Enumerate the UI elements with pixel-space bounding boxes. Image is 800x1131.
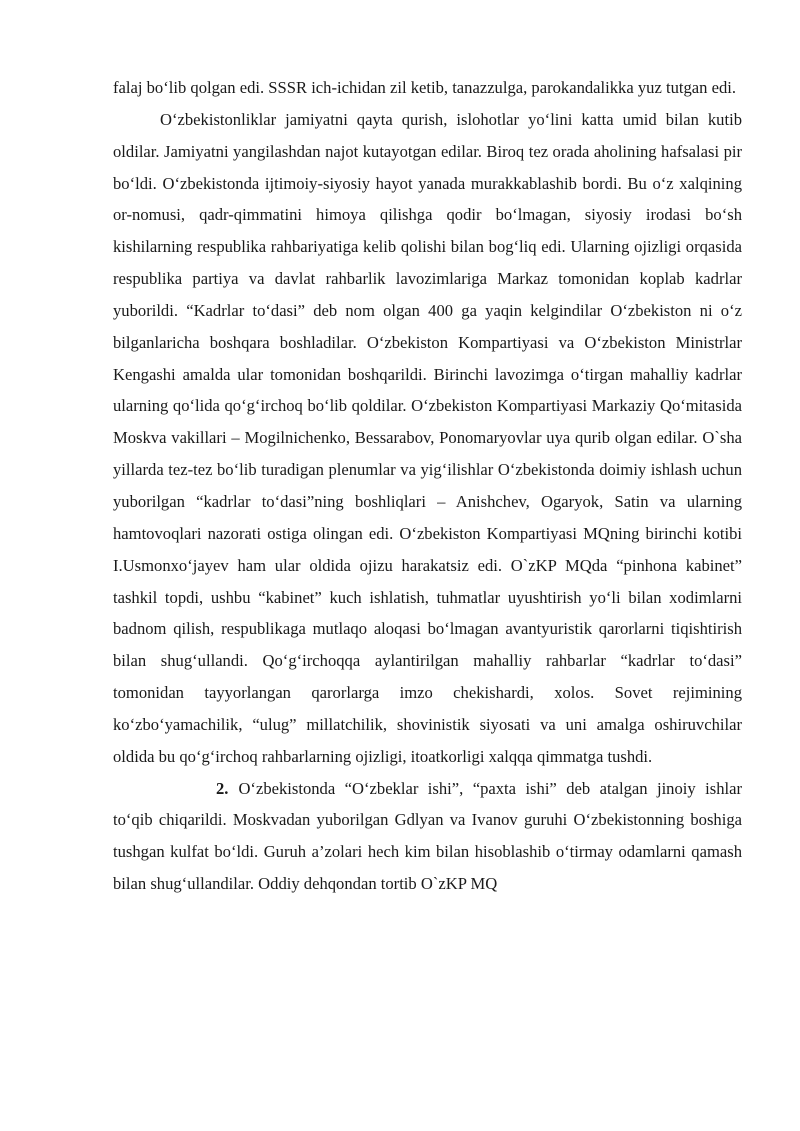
paragraph-text: falaj bo‘lib qolgan edi. SSSR ich-ichidan zil ketib, tanazzulga, parokandalikka yuz tutgan edi.	[113, 78, 737, 97]
paragraph-text: O‘zbekistonliklar jamiyatni qayta qurish, islohotlar yo‘lini katta umid bilan kutib oldilar. Jamiyatni yangilashdan najot kutayotgan edilar. Biroq tez orada aholining hafsalasi pir bo‘ldi. O‘zbekistonda ijtimoiy-siyosiy hayot yanada murakkablashib bordi. Bu o‘z xalqining or-nomusi, qadr-qimmatini himoya qilishga qodir bo‘lmagan, siyosiy irodasi bo‘sh kishilarning respublika rahbariyatiga kelib qolishi bilan bog‘liq edi. Ularning ojizligi orqasida respublika partiya va davlat rahbarlik lavozimlariga Markaz tomonidan koplab kadrlar yuborildi. “Kadrlar to‘dasi” deb nom olgan 400 ga yaqin kelgindilar O‘zbekiston ni o‘z bilganlaricha boshqara boshladilar. O‘zbekiston Kompartiyasi va O‘zbekiston Ministrlar Kengashi amalda ular tomonidan boshqarildi. Birinchi lavozimga o‘tirgan mahalliy kadrlar ularning qo‘lida qo‘g‘irchoq bo‘lib qoldilar. O‘zbekiston Kompartiyasi Markaziy Qo‘mitasida Moskva vakillari – Mogilnichenko, Bessarabov, Ponomaryovlar uya qurib olgan edilar. O`sha yillarda tez-tez bo‘lib turadigan plenumlar va yig‘ilishlar O‘zbekistonda doimiy ishlash uchun yuborilgan “kadrlar to‘dasi”ning boshliqlari – Anishchev, Ogaryok, Satin va ularning hamtovoqlari nazorati ostiga olingan edi. O‘zbekiston Kompartiyasi MQning birinchi kotibi I.Usmonxo‘jayev ham ular oldida ojizu harakatsiz edi. O`zKP MQda “pinhona kabinet” tashkil topdi, ushbu “kabinet” kuch ishlatish, tuhmatlar uyushtirish yo‘li bilan xodimlarni badnom qilish, respublikaga mutlaqo aloqasi bo‘lmagan avantyuristik qarorlarni tiqishtirish bilan shug‘ullandi. Qo‘g‘irchoqqa aylantirilgan mahalliy rahbarlar “kadrlar to‘dasi” tomonidan tayyorlangan qarorlarga imzo chekishardi, xolos. Sovet rejimining ko‘zbo‘yamachilik, “ulug” millatchilik, shovinistik siyosati va uni amalga oshiruvchilar oldida bu qo‘g‘irchoq rahbarlarning ojizligi, itoatkorligi xalqqa qimmatga tushdi.	[113, 109, 742, 766]
paragraph-continuation	[113, 72, 742, 104]
paragraph-perestroika	[113, 104, 742, 773]
paragraph-numbered-2	[113, 773, 742, 900]
document-body	[113, 72, 742, 900]
paragraph-text: O‘zbekistonda “O‘zbeklar ishi”, “paxta ishi” deb atalgan jinoiy ishlar to‘qib chiqarildi. Moskvadan yuborilgan Gdlyan va Ivanov guruhi O‘zbekistonning boshiga tushgan kulfat bo‘ldi. Guruh a’zolari hech kim bilan hisoblashib o‘tirmay odamlarni qamash bilan shug‘ullandilar. Oddiy dehqondan tortib O`zKP MQ	[113, 778, 742, 894]
paragraph-number: 2.	[216, 778, 229, 798]
